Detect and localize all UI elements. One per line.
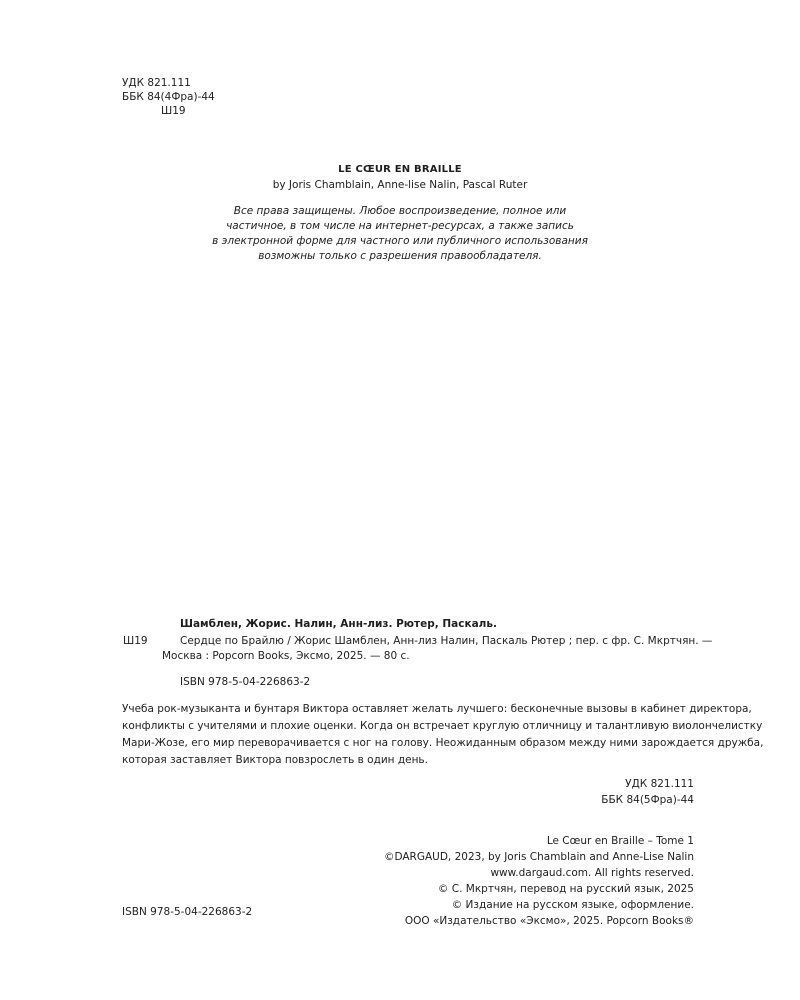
annotation-line: Мари-Жозе, его мир переворачивается с ног на голову. Неожиданным образом между ними зарождается дружба,	[122, 737, 764, 749]
catalog-description-line: Сердце по Брайлю / Жорис Шамблен, Анн-лиз Налин, Паскаль Рютер ; пер. с фр. С. Мкртчян. —	[180, 635, 713, 647]
catalog-isbn: ISBN 978-5-04-226863-2	[180, 676, 311, 688]
rights-line: в электронной форме для частного или публичного использования	[212, 235, 588, 247]
annotation-line: Учеба рок-музыканта и бунтаря Виктора оставляет желать лучшего: бесконечные вызовы в кабинет директора,	[122, 703, 752, 715]
copyright-line: © С. Мкртчян, перевод на русский язык, 2025	[437, 883, 694, 895]
copyright-line: © Издание на русском языке, оформление.	[451, 899, 694, 911]
catalog-code: Ш19	[123, 635, 148, 647]
rights-notice	[0, 204, 800, 264]
udk-code: УДК 821.111	[122, 77, 191, 89]
rights-line: возможны только с разрешения правообладателя.	[258, 250, 542, 262]
copyright-line: Le Cœur en Braille – Tome 1	[546, 835, 694, 847]
author-code: Ш19	[161, 105, 186, 117]
catalog-heading: Шамблен, Жорис. Налин, Анн-лиз. Рютер, Паскаль.	[180, 618, 497, 630]
copyright-line: ©DARGAUD, 2023, by Joris Chamblain and Anne-Lise Nalin	[383, 851, 694, 863]
bbk-code: ББК 84(4Фра)-44	[122, 91, 215, 103]
copyright-line: www.dargaud.com. All rights reserved.	[490, 867, 694, 879]
bottom-classification	[601, 777, 694, 809]
annotation	[122, 702, 763, 770]
rights-line: Все права защищены. Любое воспроизведение, полное или	[233, 205, 567, 217]
top-classification	[122, 76, 215, 118]
annotation-line: которая заставляет Виктора повзрослеть в один день.	[122, 754, 428, 766]
title-block	[0, 162, 800, 193]
copyright-line: ООО «Издательство «Эксмо», 2025. Popcorn Books®	[404, 915, 694, 927]
original-title: LE CŒUR EN BRAILLE	[338, 164, 462, 175]
catalog-description-line: Москва : Popcorn Books, Эксмо, 2025. — 80 с.	[162, 650, 410, 662]
bbk-code: ББК 84(5Фра)-44	[601, 794, 694, 806]
rights-line: частичное, в том числе на интернет-ресурсах, а также запись	[226, 220, 574, 232]
original-authors: by Joris Chamblain, Anne-lise Nalin, Pascal Ruter	[272, 179, 528, 191]
annotation-line: конфликты с учителями и плохие оценки. Когда он встречает круглую отличницу и талантливую виолончелистку	[122, 720, 763, 732]
udk-code: УДК 821.111	[625, 778, 694, 790]
copyright-block	[384, 834, 694, 930]
bottom-isbn: ISBN 978-5-04-226863-2	[122, 906, 253, 918]
